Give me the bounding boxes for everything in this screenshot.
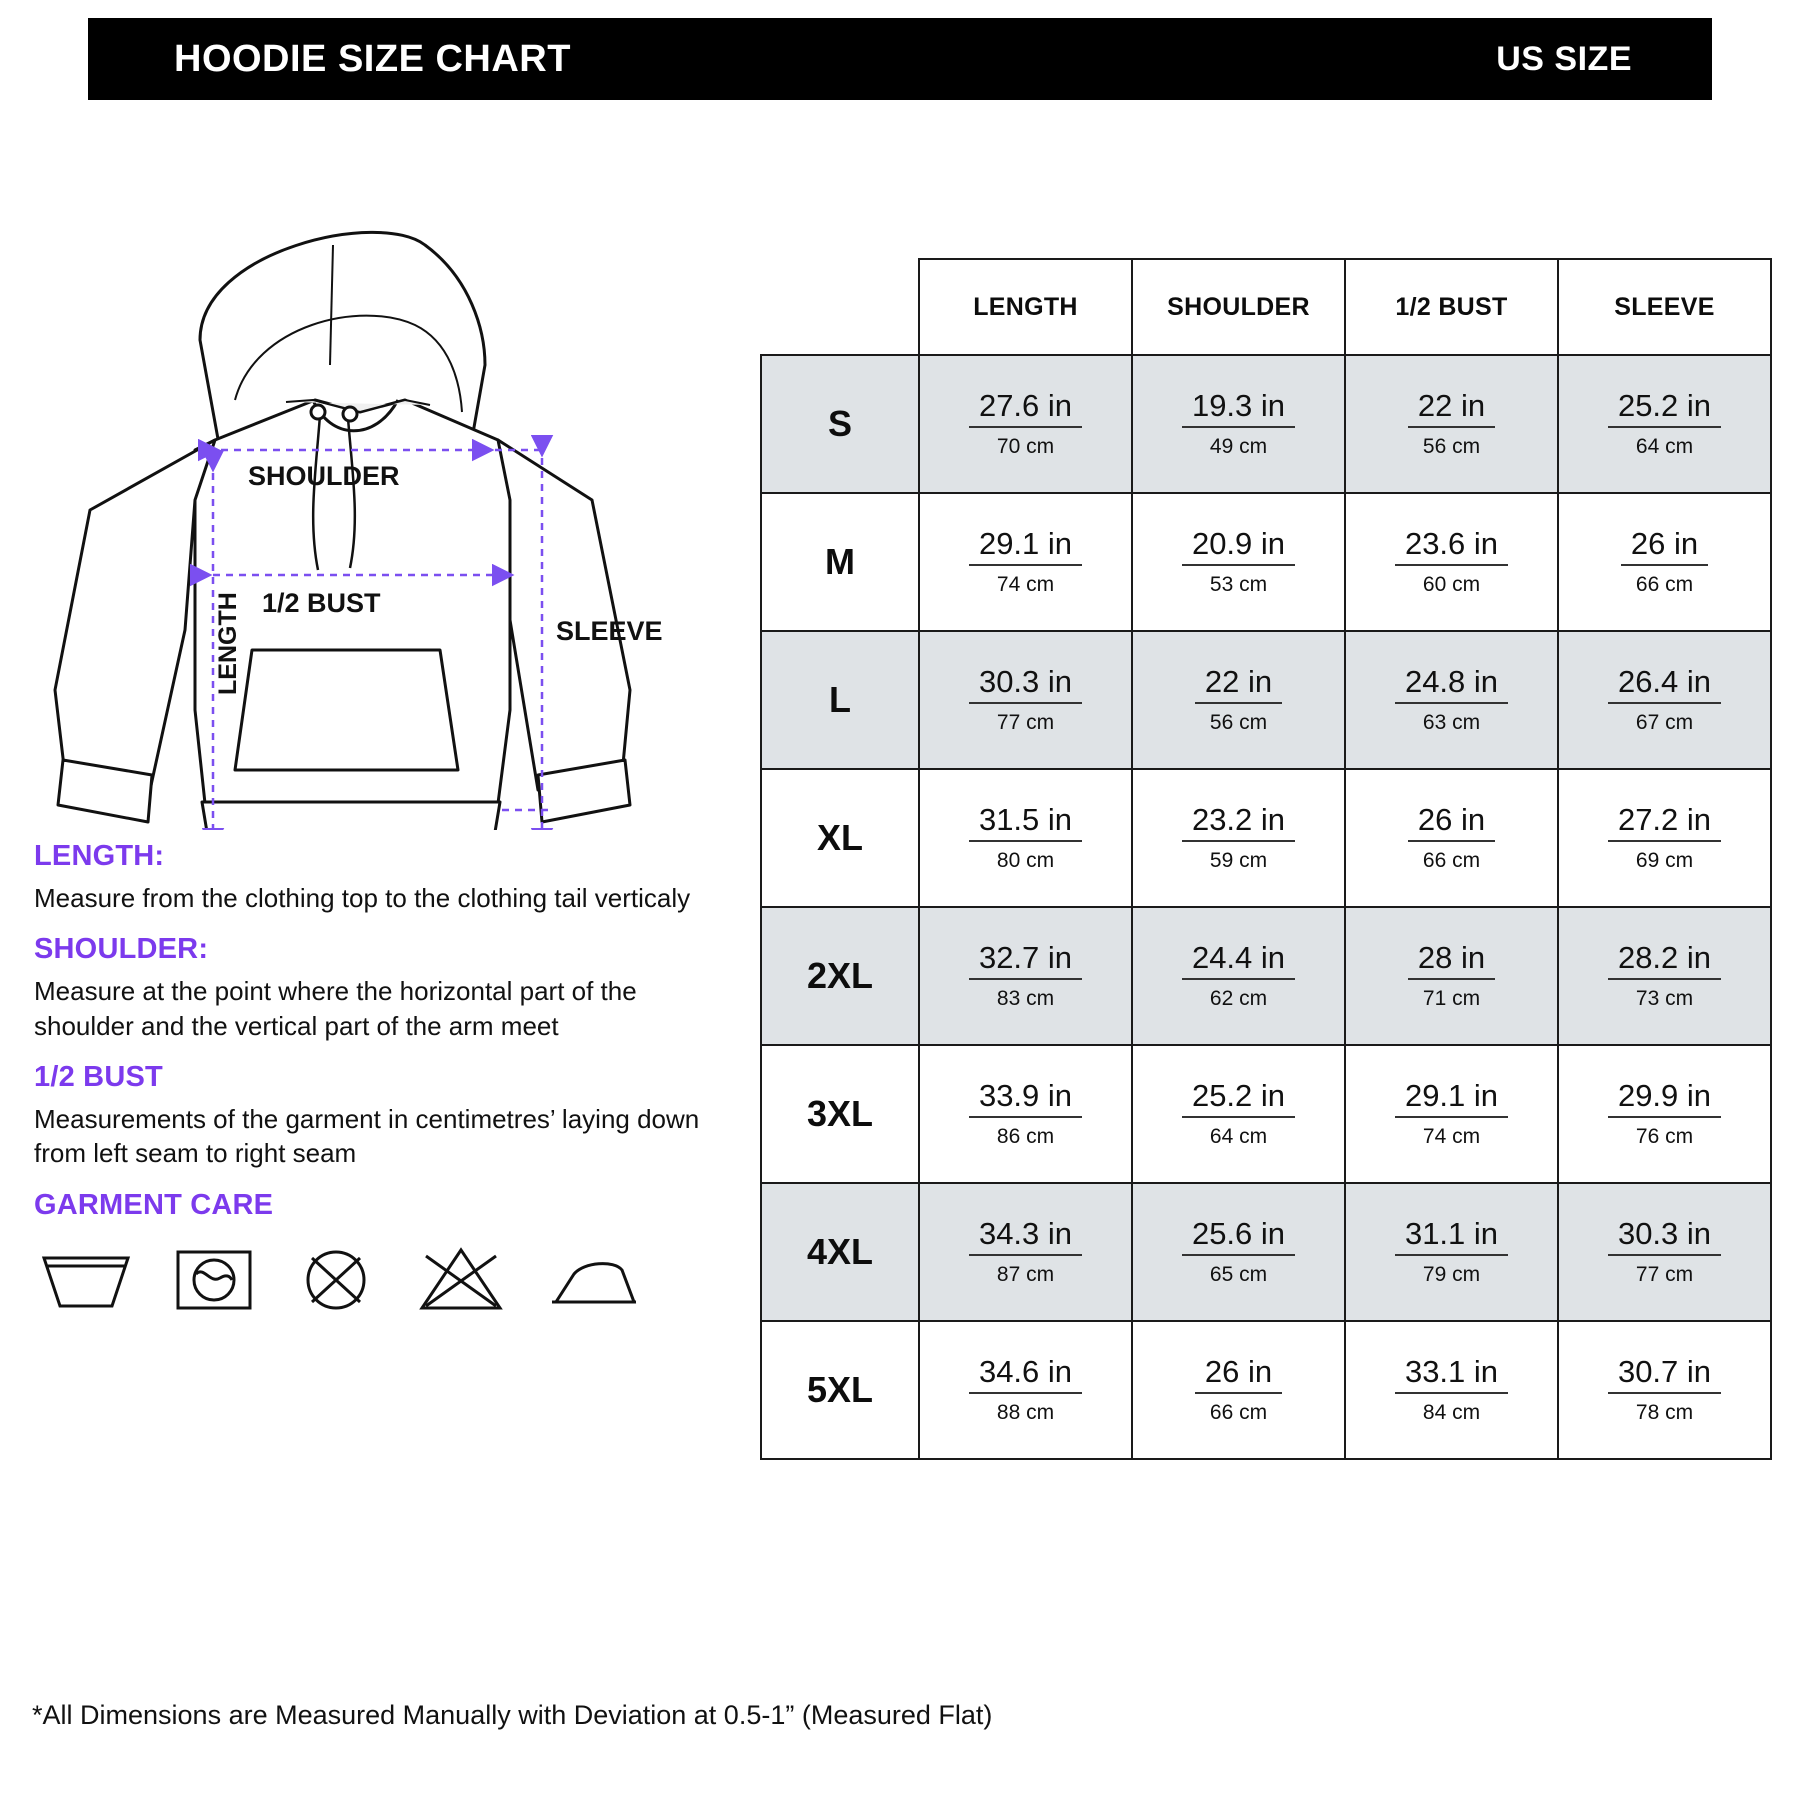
value-inches: 29.1 in: [969, 527, 1082, 565]
size-table-wrap: [760, 258, 1770, 1460]
cell-length: [919, 769, 1132, 907]
value-inches: 22 in: [1408, 389, 1495, 427]
table-row: [761, 1321, 1771, 1459]
value-cm: 66 cm: [1635, 572, 1694, 596]
value-cm: 53 cm: [1209, 572, 1268, 596]
table-row: [761, 1045, 1771, 1183]
value-inches: 33.9 in: [969, 1079, 1082, 1117]
value-inches: 30.7 in: [1608, 1355, 1721, 1393]
left-column: [30, 150, 760, 1314]
table-row: [761, 769, 1771, 907]
cell-shoulder: [1132, 1183, 1345, 1321]
cell-sleeve: [1558, 355, 1771, 493]
cell-shoulder: [1132, 1321, 1345, 1459]
cell-length: [919, 493, 1132, 631]
value-cm: 65 cm: [1209, 1262, 1268, 1286]
value-cm: 71 cm: [1422, 986, 1481, 1010]
value-inches: 27.2 in: [1608, 803, 1721, 841]
cell-sleeve: [1558, 907, 1771, 1045]
value-inches: 26 in: [1195, 1355, 1282, 1393]
cell-shoulder: [1132, 355, 1345, 493]
value-inches: 23.2 in: [1182, 803, 1295, 841]
cell-sleeve: [1558, 631, 1771, 769]
row-size-label: 3XL: [761, 1045, 919, 1183]
cell-half-bust: [1345, 907, 1558, 1045]
cell-length: [919, 1183, 1132, 1321]
desc-title-half-bust: 1/2 BUST: [34, 1060, 163, 1093]
value-inches: 34.3 in: [969, 1217, 1082, 1255]
cell-half-bust: [1345, 769, 1558, 907]
table-header-row: [761, 259, 1771, 355]
value-cm: 77 cm: [1635, 1262, 1694, 1286]
iron-icon: [544, 1244, 640, 1314]
value-cm: 69 cm: [1635, 848, 1694, 872]
value-cm: 67 cm: [1635, 710, 1694, 734]
value-cm: 64 cm: [1209, 1124, 1268, 1148]
value-cm: 77 cm: [996, 710, 1055, 734]
unit-label: US SIZE: [1496, 39, 1632, 78]
cell-sleeve: [1558, 493, 1771, 631]
footnote: *All Dimensions are Measured Manually with Deviation at 0.5-1” (Measured Flat): [32, 1700, 993, 1730]
do-not-bleach-icon: [294, 1244, 378, 1314]
value-inches: 32.7 in: [969, 941, 1082, 979]
table-row: [761, 493, 1771, 631]
value-cm: 84 cm: [1422, 1400, 1481, 1424]
hand-wash-icon: [38, 1244, 134, 1314]
value-inches: 29.9 in: [1608, 1079, 1721, 1117]
measure-descriptions: [30, 830, 730, 1222]
garment-care-title: GARMENT CARE: [34, 1188, 274, 1221]
row-size-label: L: [761, 631, 919, 769]
cell-half-bust: [1345, 631, 1558, 769]
value-cm: 88 cm: [996, 1400, 1055, 1424]
page-title: HOODIE SIZE CHART: [174, 37, 571, 80]
value-cm: 66 cm: [1209, 1400, 1268, 1424]
value-cm: 86 cm: [996, 1124, 1055, 1148]
value-cm: 60 cm: [1422, 572, 1481, 596]
label-length: LENGTH: [214, 592, 242, 695]
column-header-shoulder: SHOULDER: [1132, 259, 1345, 355]
cell-shoulder: [1132, 907, 1345, 1045]
value-cm: 87 cm: [996, 1262, 1055, 1286]
value-inches: 31.5 in: [969, 803, 1082, 841]
value-inches: 24.8 in: [1395, 665, 1508, 703]
value-cm: 73 cm: [1635, 986, 1694, 1010]
table-corner-cell: [761, 259, 919, 355]
header-bar: [88, 18, 1712, 100]
value-cm: 78 cm: [1635, 1400, 1694, 1424]
cell-sleeve: [1558, 1321, 1771, 1459]
garment-care-icons: [38, 1244, 760, 1314]
cell-length: [919, 907, 1132, 1045]
table-row: [761, 907, 1771, 1045]
do-not-dry-clean-icon: [416, 1244, 506, 1314]
value-cm: 80 cm: [996, 848, 1055, 872]
row-size-label: 5XL: [761, 1321, 919, 1459]
desc-text-shoulder: Measure at the point where the horizontal part of the shoulder and the vertical part of the arm meet: [34, 976, 637, 1041]
cell-length: [919, 631, 1132, 769]
value-inches: 22 in: [1195, 665, 1282, 703]
value-cm: 79 cm: [1422, 1262, 1481, 1286]
cell-shoulder: [1132, 493, 1345, 631]
value-cm: 74 cm: [996, 572, 1055, 596]
cell-length: [919, 1045, 1132, 1183]
cell-half-bust: [1345, 1045, 1558, 1183]
value-inches: 28 in: [1408, 941, 1495, 979]
value-cm: 64 cm: [1635, 434, 1694, 458]
desc-text-half-bust: Measurements of the garment in centimetres’ laying down from left seam to right seam: [34, 1103, 700, 1169]
row-size-label: XL: [761, 769, 919, 907]
value-inches: 29.1 in: [1395, 1079, 1508, 1117]
column-header-half-bust: 1/2 BUST: [1345, 259, 1558, 355]
cell-sleeve: [1558, 1045, 1771, 1183]
value-inches: 24.4 in: [1182, 941, 1295, 979]
value-inches: 25.6 in: [1182, 1217, 1295, 1255]
value-inches: 28.2 in: [1608, 941, 1721, 979]
value-inches: 25.2 in: [1608, 389, 1721, 427]
cell-sleeve: [1558, 1183, 1771, 1321]
value-inches: 27.6 in: [969, 389, 1082, 427]
value-cm: 76 cm: [1635, 1124, 1694, 1148]
value-inches: 23.6 in: [1395, 527, 1508, 565]
table-row: [761, 1183, 1771, 1321]
table-row: [761, 631, 1771, 769]
column-header-sleeve: SLEEVE: [1558, 259, 1771, 355]
cell-half-bust: [1345, 1321, 1558, 1459]
cell-length: [919, 1321, 1132, 1459]
value-inches: 25.2 in: [1182, 1079, 1295, 1117]
cell-sleeve: [1558, 769, 1771, 907]
row-size-label: 2XL: [761, 907, 919, 1045]
row-size-label: 4XL: [761, 1183, 919, 1321]
hoodie-illustration: [30, 150, 760, 830]
tumble-dry-icon: [172, 1244, 256, 1314]
value-cm: 59 cm: [1209, 848, 1268, 872]
value-inches: 33.1 in: [1395, 1355, 1508, 1393]
cell-length: [919, 355, 1132, 493]
value-cm: 63 cm: [1422, 710, 1481, 734]
label-half-bust: 1/2 BUST: [262, 588, 381, 618]
value-inches: 34.6 in: [969, 1355, 1082, 1393]
value-cm: 74 cm: [1422, 1124, 1481, 1148]
desc-title-length: LENGTH:: [34, 840, 165, 872]
cell-half-bust: [1345, 493, 1558, 631]
cell-half-bust: [1345, 355, 1558, 493]
row-size-label: S: [761, 355, 919, 493]
cell-shoulder: [1132, 1045, 1345, 1183]
label-sleeve: SLEEVE: [556, 616, 663, 646]
value-inches: 20.9 in: [1182, 527, 1295, 565]
value-cm: 66 cm: [1422, 848, 1481, 872]
desc-text-length: Measure from the clothing top to the clothing tail verticaly: [34, 883, 691, 913]
value-inches: 30.3 in: [1608, 1217, 1721, 1255]
value-cm: 83 cm: [996, 986, 1055, 1010]
cell-shoulder: [1132, 769, 1345, 907]
column-header-length: LENGTH: [919, 259, 1132, 355]
value-cm: 56 cm: [1422, 434, 1481, 458]
desc-title-shoulder: SHOULDER:: [34, 933, 209, 966]
value-inches: 26 in: [1621, 527, 1708, 565]
table-row: [761, 355, 1771, 493]
value-cm: 70 cm: [996, 434, 1055, 458]
cell-shoulder: [1132, 631, 1345, 769]
value-cm: 56 cm: [1209, 710, 1268, 734]
value-cm: 49 cm: [1209, 434, 1268, 458]
value-inches: 19.3 in: [1182, 389, 1295, 427]
value-inches: 31.1 in: [1395, 1217, 1508, 1255]
value-inches: 26.4 in: [1608, 665, 1721, 703]
row-size-label: M: [761, 493, 919, 631]
size-table: [760, 258, 1772, 1460]
value-inches: 26 in: [1408, 803, 1495, 841]
label-shoulder: SHOULDER: [248, 461, 400, 491]
value-cm: 62 cm: [1209, 986, 1268, 1010]
cell-half-bust: [1345, 1183, 1558, 1321]
value-inches: 30.3 in: [969, 665, 1082, 703]
